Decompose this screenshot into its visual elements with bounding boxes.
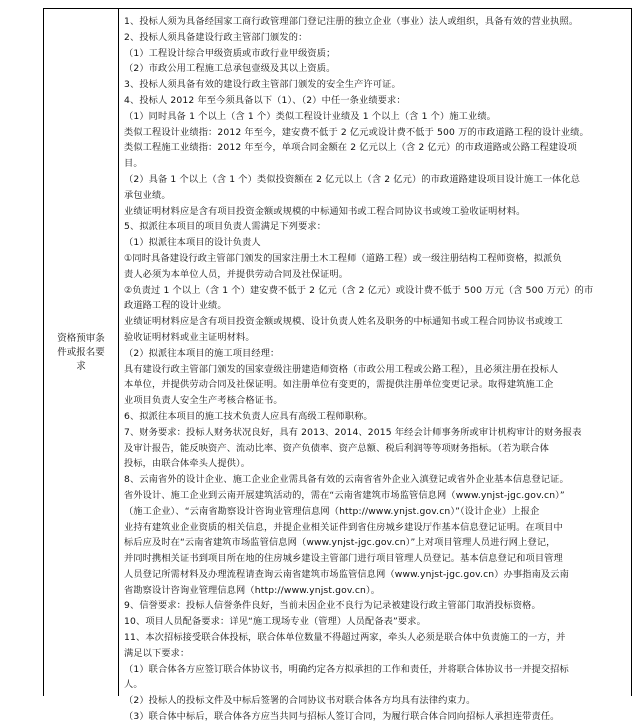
requirement-line: （2）拟派往本项目的施工项目经理：	[124, 347, 280, 359]
requirement-line: 投标，由联合体牵头人提供）。	[124, 458, 251, 470]
requirements-table	[43, 8, 632, 723]
requirement-line: 人员登记所需材料及办理流程请查询云南省建筑市场监管信息网（www.ynjst-jgc.gov.cn）办事指南及云南	[124, 568, 569, 580]
content-cell	[119, 9, 631, 723]
requirement-line: 类似工程设计业绩指：2012 年至今，建安费不低于 2 亿元或设计费不低于 500 万的市政道路工程的设计业绩。	[124, 126, 589, 138]
requirement-line: （1）工程设计综合甲级资质或市政行业甲级资质；	[124, 47, 336, 59]
requirement-line: 承包业绩。	[124, 189, 171, 201]
label-cell	[44, 9, 119, 696]
requirement-line: 人。	[124, 679, 143, 691]
requirement-line: 业绩证明材料应是含有项目投资金额或规模的中标通知书或工程合同协议书或竣工验收证明材料。	[124, 205, 526, 217]
requirement-line: 政道路工程的设计业绩。	[124, 300, 227, 312]
requirement-line: 8、云南省外的设计企业、施工企业企业需具备有效的云南省省外企业入滇登记或省外企业基本信息登记证。	[124, 474, 569, 486]
requirement-line: 11、本次招标接受联合体投标，联合体单位数量不得超过两家，牵头人必须是联合体中负责施工的一方，并	[124, 632, 566, 644]
requirement-line: 7、财务要求：投标人财务状况良好，具有 2013、2014、2015 年经会计师事务所或审计机构审计的财务报表	[124, 426, 582, 438]
requirement-line: （3）联合体中标后，联合体各方应当共同与招标人签订合同，为履行联合体合同向招标人承担连带责任。	[124, 711, 560, 723]
requirement-line: ②负责过 1 个以上（含 1 个）建安费不低于 2 亿元（含 2 亿元）或设计费不低于 500 万元（含 500 万元）的市	[124, 284, 594, 296]
requirement-line: 并同时携相关证书到项目所在地的住房城乡建设主管部门进行项目管理人员登记。基本信息登记和项目管理	[124, 553, 563, 565]
requirement-line: 省外设计、施工企业到云南开展建筑活动的，需在“云南省建筑市场监管信息网（www.ynjst-jgc.gov.cn）”	[124, 489, 565, 501]
requirement-line: 3、投标人须具备有效的建设行政主管部门颁发的安全生产许可证。	[124, 79, 401, 91]
requirement-line: 1、投标人须为具备经国家工商行政管理部门登记注册的独立企业（事业）法人或组织，具备有效的营业执照。	[124, 16, 579, 27]
requirement-line: 业绩证明材料应是含有项目投资金额或规模、设计负责人姓名及职务的中标通知书或工程合同协议书或竣工	[124, 316, 563, 328]
requirement-line: 省勘察设计咨询业管理信息网（http://www.ynjst.gov.cn）。	[124, 584, 381, 596]
requirement-line: （1）拟派往本项目的设计负责人	[124, 237, 261, 249]
requirement-line: 标后应及时在“云南省建筑市场监管信息网（www.ynjst-jgc.gov.cn）”上对项目管理人员进行网上登记，	[124, 537, 556, 549]
requirement-line: 业持有建筑业企业资质的相关信息，并提企业相关证件到省住房城乡建设厅作基本信息登记证明。在项目中	[124, 521, 563, 533]
requirement-line: （2）具备 1 个以上（含 1 个）类似投资额在 2 亿元以上（含 2 亿元）的市政道路建设项目设计施工一体化总	[124, 173, 581, 185]
requirement-line: 5、拟派往本项目的项目负责人需满足下列要求：	[124, 221, 327, 233]
requirement-line: 4、投标人 2012 年至今须具备以下（1）、（2）中任一条业绩要求：	[124, 94, 406, 106]
requirement-line: 满足以下要求：	[124, 647, 190, 659]
requirement-line: ①同时具备建设行政主管部门颁发的国家注册土木工程师（道路工程）或一级注册结构工程师资格，拟派负	[124, 252, 562, 264]
requirement-line: 2、投标人须具备建设行政主管部门颁发的：	[124, 31, 308, 43]
requirement-line: 及审计报告，能反映资产、流动比率、资产负债率、资产总额、税后利润等等项财务指标。（若为联合体	[124, 442, 549, 454]
requirement-line: 具有建设行政主管部门颁发的国家壹级注册建造师资格（市政公用工程或公路工程），且必须注册在投标人	[124, 363, 559, 375]
requirement-line: 6、拟派往本项目的施工技术负责人应具有高级工程师职称。	[124, 410, 373, 422]
requirement-line: （2）市政公用工程施工总承包壹级及其以上资质。	[124, 63, 336, 75]
requirement-line: （施工企业）、“云南省勘察设计咨询业管理信息网（http://www.ynjst.gov.cn）”（设计企业）上报企	[124, 505, 540, 517]
requirement-line: 目。	[124, 158, 143, 170]
requirement-line: 验收证明材料或业主证明材料。	[124, 331, 255, 343]
requirement-line: （1）联合体各方应签订联合体协议书，明确约定各方拟承担的工作和责任，并将联合体协议书一并提交招标	[124, 663, 569, 675]
requirement-line: 10、项目人员配备要求：详见“施工现场专业（管理）人员配备表”要求。	[124, 616, 426, 628]
requirement-line: （1）同时具备 1 个以上（含 1 个）类似工程设计业绩及 1 个以上（含 1 个）施工业绩。	[124, 110, 497, 122]
requirement-line: 责人必须为本单位人员，并提供劳动合同及社保证明。	[124, 268, 349, 280]
requirement-line: 9、信誉要求：投标人信誉条件良好，当前未因企业不良行为记录被建设行政主管部门取消投标资格。	[124, 600, 541, 612]
requirement-line: 本单位，并提供劳动合同及社保证明。如注册单位有变更的，需提供注册单位变更记录。取得建筑施工企	[124, 379, 554, 391]
requirement-line: 类似工程施工业绩指：2012 年至今，单项合同金额在 2 亿元以上（含 2 亿元）的市政道路或公路工程建设项	[124, 142, 577, 154]
requirement-line: 业项目负责人安全生产考核合格证书。	[124, 395, 283, 407]
requirement-line: （2）投标人的投标文件及中标后签署的合同协议书对联合体各方均具有法律约束力。	[124, 695, 476, 707]
left-label: 资格预审条件或报名要求	[57, 332, 105, 372]
